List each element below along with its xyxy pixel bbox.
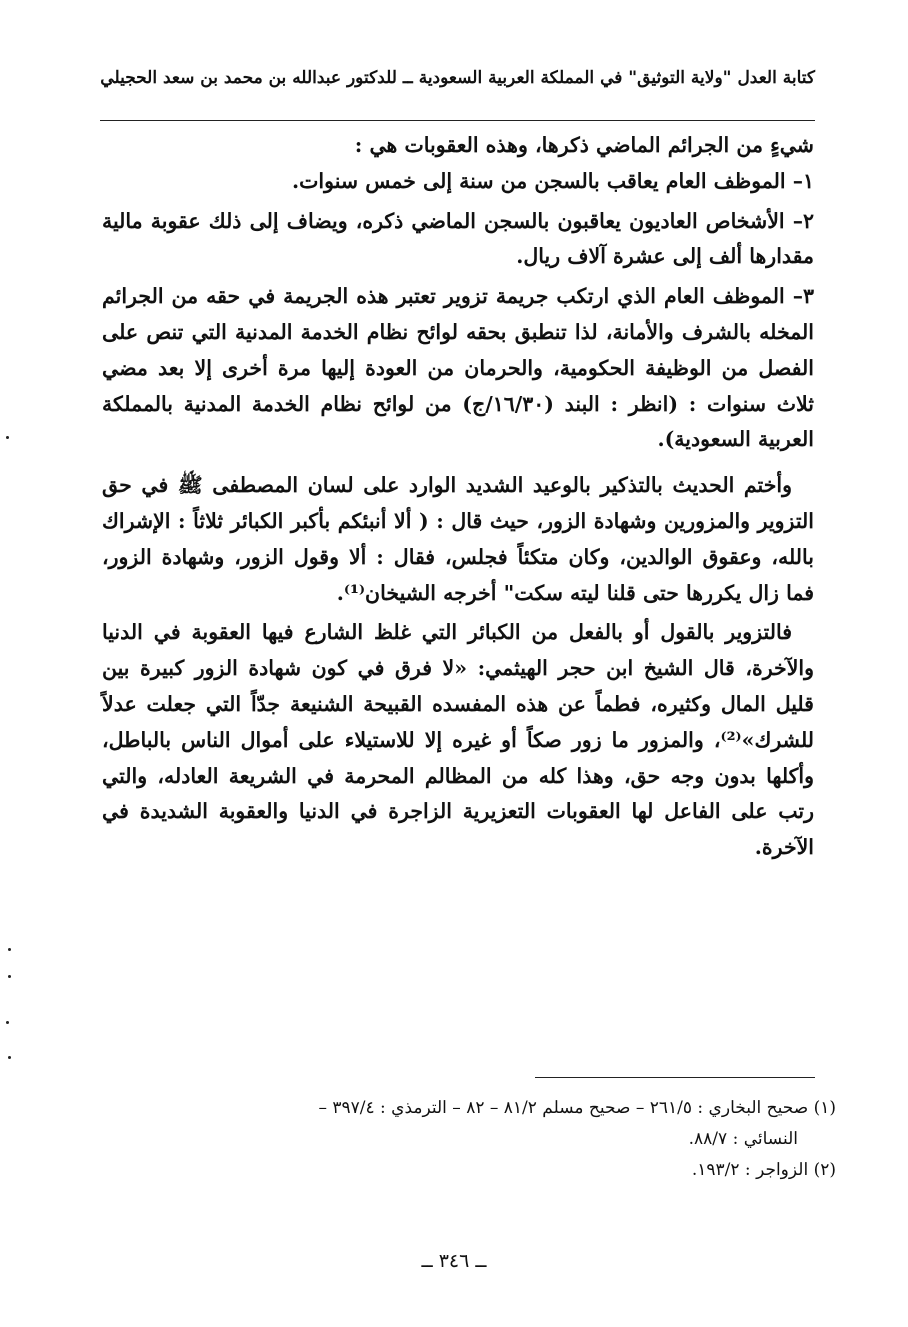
paragraph-hadith: وأختم الحديث بالتذكير بالوعيد الشديد الوارد على لسان المصطفى ﷺ في حق التزوير والمزورين وشهادة الزور، حيث قال : ( ألا أنبئكم بأكبر الكبائر ثلاثاً : الإشراك بالله، وعقوق الوالدين، وكان متكئاً فجلس، فقال : ألا وقول الزور، وشهادة الزور، فما زال يكررها حتى قلنا ليته سكت" أخرجه الشيخان⁽¹⁾. [102,473,814,605]
scan-speck [6,1021,9,1024]
footnote-1-continuation: النسائي : ٨٨/٧. [688,1129,798,1149]
footnote-2: (٢) الزواجر : ١٩٣/٢. [691,1160,836,1180]
paragraph-conclusion: فالتزوير بالقول أو بالفعل من الكبائر التي غلظ الشارع فيها العقوبة في الدنيا والآخرة، قال الشيخ ابن حجر الهيثمي: «لا فرق في كون شهادة الزور كبيرة بين قليل المال وكثيره، فطماً عن هذه المفسده القبيحة الشنيعة جدّاً التي جعلت عدلاً للشرك»⁽²⁾، والمزور ما زور صكاً أو غيره إلا للاستيلاء على أموال الناس بالباطل، وأكلها بدون وجه حق، وهذا كله من المظالم المحرمة في الشريعة العادله، والتي رتب على الفاعل لها العقوبات التعزيرية الزاجرة في الدنيا والعقوبة الشديدة في الآخرة. [102,620,814,860]
page-number: ــ ٣٤٦ ــ [421,1250,487,1272]
list-item-1: ١– الموظف العام يعاقب بالسجن من سنة إلى خمس سنوات. [292,168,814,193]
footnote-1: (١) صحيح البخاري : ٢٦١/٥ – صحيح مسلم ٨١/٢ – ٨٢ – الترمذي : ٣٩٧/٤ – [318,1098,836,1118]
spacer [102,458,814,468]
scan-speck [8,1056,11,1059]
header-divider [100,120,815,121]
scan-speck [8,948,11,951]
intro-line: شيءٍ من الجرائم الماضي ذكرها، وهذه العقوبات هي : [354,133,814,157]
list-item-3: ٣– الموظف العام الذي ارتكب جريمة تزوير تعتبر هذه الجريمة في حقه من الجرائم المخله بالشرف والأمانة، لذا تنطبق بحقه لوائح نظام الخدمة المدنية التي تنص على الفصل من الوظيفة الحكومية، والحرمان من العودة إليها مرة أخرى إلا بعد مضي ثلاث سنوات : (انظر : البند (١٦/٣٠/ج) من لوائح نظام الخدمة المدنية بالمملكة العربية السعودية). [102,284,814,452]
scan-speck [8,975,11,978]
running-header: كتابة العدل "ولاية التوثيق" في المملكة العربية السعودية ــ للدكتور عبدالله بن محمد بن سعد الحجيلي [100,68,815,88]
main-text [102,128,814,866]
scan-speck [6,436,9,439]
list-item-2: ٢– الأشخاص العاديون يعاقبون بالسجن الماضي ذكره، ويضاف إلى ذلك عقوبة مالية مقدارها ألف إلى عشرة آلاف ريال. [102,208,814,269]
footnotes [118,1093,836,1186]
footnote-divider [535,1077,815,1078]
